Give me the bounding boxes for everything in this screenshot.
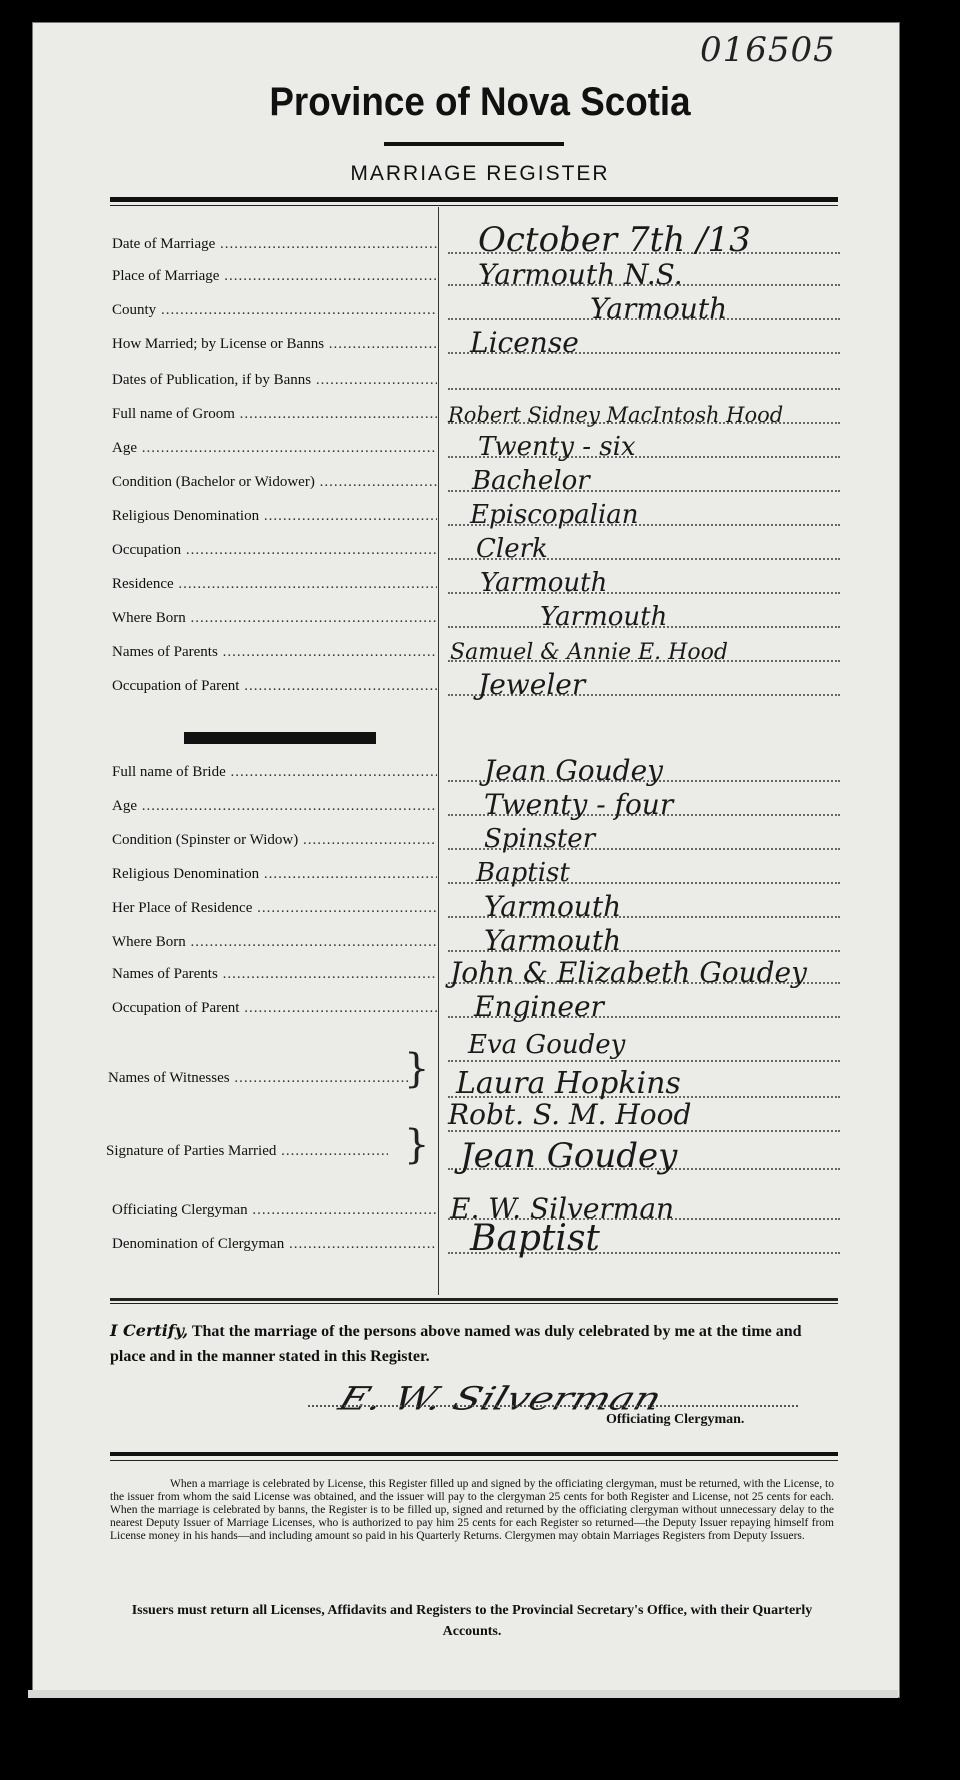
field-value: Samuel & Annie E. Hood	[450, 640, 728, 665]
field-label: Names of Parents .....	[112, 644, 437, 661]
field-value: Yarmouth N.S.	[478, 258, 683, 291]
field-value: Spinster	[484, 824, 596, 854]
signature-line	[308, 1405, 798, 1407]
field-value: John & Elizabeth Goudey	[450, 956, 807, 989]
officiating-caption: Officiating Clergyman.	[606, 1412, 745, 1427]
footer-rule-thin	[110, 1460, 838, 1461]
field-label: Occupation of Parent .....	[112, 678, 437, 695]
field-label: Residence .....	[112, 576, 437, 593]
field-label: Place of Marriage .....	[112, 268, 437, 285]
clergyman-signature: E. W. Silverman	[334, 1380, 667, 1418]
field-value: Baptist	[470, 1218, 600, 1259]
field-value: Twenty - four	[484, 788, 674, 821]
field-value: Yarmouth	[480, 568, 608, 598]
field-value: Jean Goudey	[484, 754, 663, 787]
witnesses-label: Names of Witnesses .....	[108, 1070, 410, 1087]
page-title: Province of Nova Scotia	[269, 80, 691, 124]
field-label: Religious Denomination .....	[112, 866, 437, 883]
field-label: Condition (Bachelor or Widower) .....	[112, 474, 437, 491]
bride-signature: Jean Goudey	[460, 1136, 678, 1176]
groom-signature: Robt. S. M. Hood	[448, 1098, 692, 1131]
field-value: Robert Sidney MacIntosh Hood	[448, 403, 784, 427]
field-value: Yarmouth	[484, 924, 622, 957]
witness-name: Eva Goudey	[468, 1030, 626, 1060]
field-value: Jeweler	[478, 668, 586, 701]
field-label: Her Place of Residence .....	[112, 900, 437, 917]
field-value: Clerk	[476, 534, 548, 564]
field-label: How Married; by License or Banns .....	[112, 336, 437, 353]
field-value: Yarmouth	[540, 602, 668, 632]
field-label: Religious Denomination .....	[112, 508, 437, 525]
field-label: County .....	[112, 302, 437, 319]
field-label: Age .....	[112, 440, 437, 457]
field-label: Where Born .....	[112, 610, 437, 627]
dotted-line	[448, 388, 840, 390]
field-value: Episcopalian	[470, 500, 639, 530]
field-label: Full name of Groom .....	[112, 406, 437, 423]
dotted-line	[448, 1060, 840, 1062]
field-value: Baptist	[476, 858, 570, 888]
title-underline	[384, 142, 564, 146]
field-label: Age .....	[112, 798, 437, 815]
instructions-text: When a marriage is celebrated by License, this Register filled up and signed by the officiating clergyman, must be returned, with the License, to the issuer from whom the said License was obtained, and the issuer will pay to the clergyman 25 cents for both Register and License, not 25 cents for each. When the marriage is celebrated by banns, the Register is to be filled up, signed and returned by the officiating clergyman without unnecessary delay to the nearest Deputy Issuer of Marriage Licenses, who is authorized to pay him 25 cents for each Register so returned—the Deputy Issuer repaying himself from License money in his hands—and including amount so paid in his Quarterly Returns. Clergymen may obtain Marriages Registers from Deputy Issuers.	[110, 1478, 834, 1542]
certification	[110, 1318, 838, 1369]
cert-rule	[110, 1298, 838, 1301]
field-value: October 7th /13	[478, 220, 751, 260]
field-value: Engineer	[474, 990, 604, 1023]
field-label: Names of Parents .....	[112, 966, 437, 983]
field-label: Full name of Bride .....	[112, 764, 437, 781]
certify-lead: I Certify,	[110, 1321, 189, 1340]
field-value: Twenty - six	[478, 432, 636, 462]
field-value: E. W. Silverman	[450, 1192, 675, 1225]
field-label: Occupation of Parent .....	[112, 1000, 437, 1017]
field-label: Date of Marriage .....	[112, 236, 437, 253]
issuers-note: Issuers must return all Licenses, Affidavits and Registers to the Provincial Secretary's Office, with their Quarterly Accounts.	[131, 1603, 813, 1639]
field-label: Occupation .....	[112, 542, 437, 559]
page-edge	[28, 1690, 898, 1698]
header-rule	[110, 197, 838, 202]
document-number: 016505	[700, 30, 836, 70]
field-label: Denomination of Clergyman .....	[112, 1236, 437, 1253]
witnesses-brace: }	[404, 1046, 430, 1092]
signatures-brace: }	[404, 1122, 430, 1168]
signatures-label: Signature of Parties Married .....	[106, 1143, 388, 1160]
certify-text: That the marriage of the persons above named was duly celebrated by me at the time and place and in the manner stated in this Register.	[110, 1323, 802, 1365]
field-value: License	[470, 326, 579, 359]
groom-bride-separator	[184, 732, 376, 744]
field-label: Officiating Clergyman .....	[112, 1202, 437, 1219]
page-subtitle: MARRIAGE REGISTER	[350, 162, 610, 185]
column-divider	[438, 207, 439, 1295]
field-label: Condition (Spinster or Widow) .....	[112, 832, 437, 849]
field-value: Yarmouth	[484, 890, 622, 923]
field-label: Dates of Publication, if by Banns .....	[112, 372, 437, 389]
field-label: Where Born .....	[112, 934, 437, 951]
field-value: Bachelor	[472, 466, 590, 496]
header-rule-thin	[110, 205, 838, 206]
field-value: Yarmouth	[590, 292, 728, 325]
cert-rule-thin	[110, 1303, 838, 1304]
witness-name: Laura Hopkins	[456, 1066, 681, 1101]
footer-rule	[110, 1452, 838, 1456]
